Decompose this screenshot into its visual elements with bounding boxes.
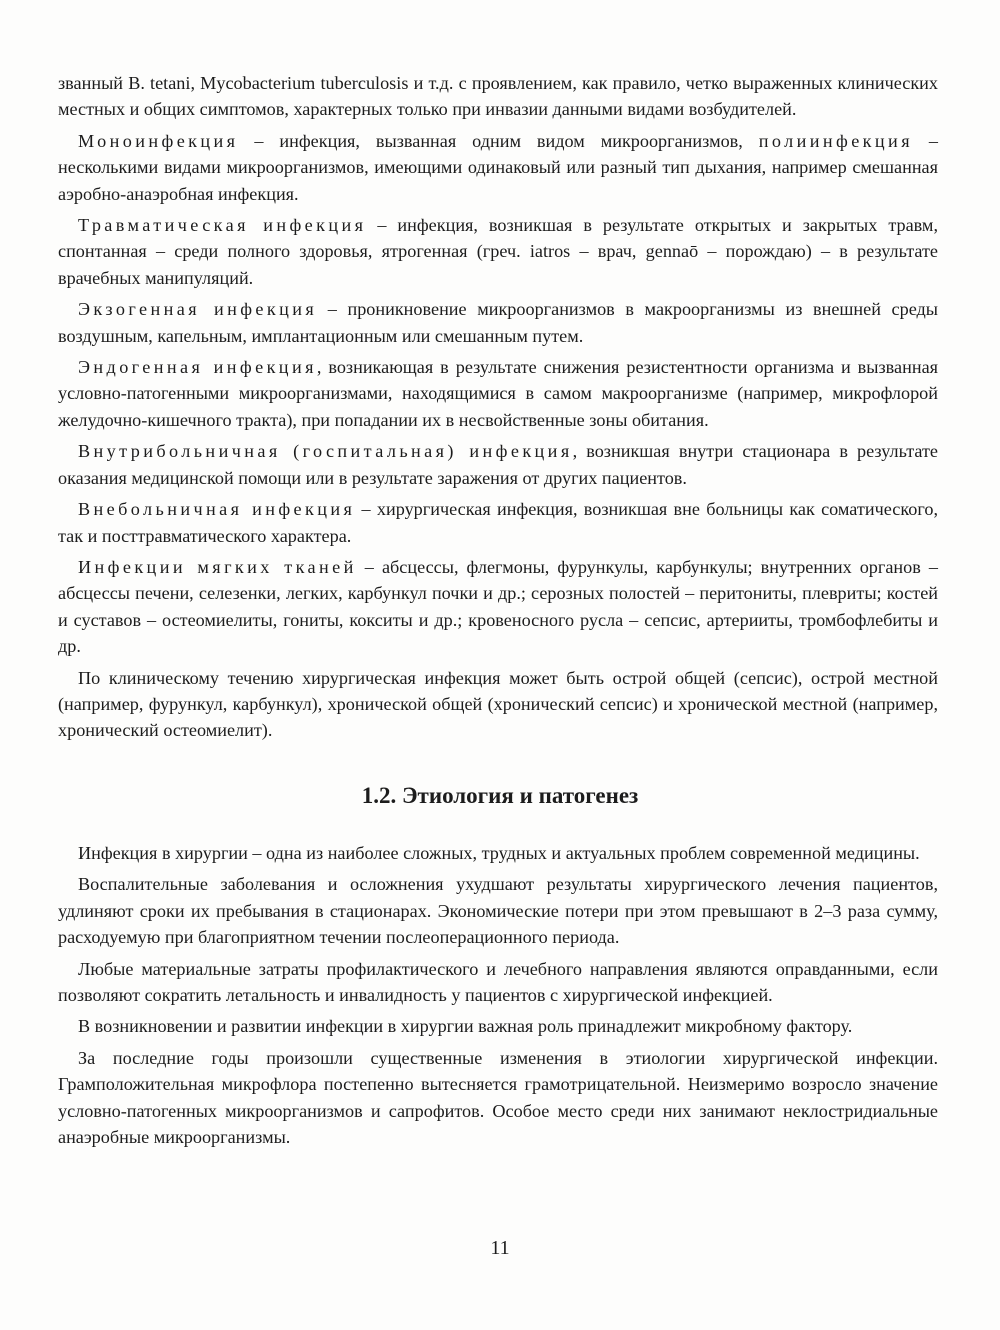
- term-polyinfection: полиинфекция: [758, 130, 913, 151]
- term-traumatic-infection: Травматическая инфекция: [78, 215, 367, 236]
- term-hospital-infection: Внутрибольничная (госпитальная) инфекция: [78, 441, 573, 462]
- paragraph-text: – абсцессы, флегмоны, фурункулы, карбункулы; внутренних органов – абсцессы печени, селезенки, легких, карбункул почки и др.; серозных полостей – перитониты, плевриты; костей и суставов – остеомиелиты, гониты, кокситы и др.; кровеносного русла – сепсис, артерииты, тромбофлебиты и др.: [58, 556, 938, 657]
- term-exogenous-infection: Экзогенная инфекция: [78, 299, 318, 320]
- paragraph: [58, 128, 938, 207]
- page-number: 11: [490, 1237, 510, 1259]
- paragraph: За последние годы произошли существенные изменения в этиологии хирургической инфекции. Грамположительная микрофлора постепенно вытесняется грамотрицательной. Неизмеримо возросло значение условно-патогенных микроорганизмов и сапрофитов. Особое место среди них занимают неклостридиальные анаэробные микроорганизмы.: [58, 1047, 938, 1148]
- paragraph-text: – несколькими видами микроорганизмов, имеющими одинаковый или разный тип дыхания, например смешанная аэробно-анаэробная инфекция.: [58, 130, 938, 204]
- paragraph: [58, 212, 938, 291]
- paragraph-text: – инфекция, вызванная одним видом микроорганизмов,: [238, 130, 759, 151]
- etiology-section: [58, 840, 938, 1155]
- paragraph-text: , возникшая внутри стационара в результате оказания медицинской помощи или в результате заражения от других пациентов.: [58, 441, 938, 488]
- paragraph: [58, 665, 938, 744]
- paragraph-text: – инфекция, возникшая в результате открытых и закрытых травм, спонтанная – среди полного здоровья, ятрогенная (греч. iatros – врач, gennaō – порождаю) – в результате врачебных манипуляций.: [58, 215, 938, 288]
- paragraph: [58, 496, 938, 549]
- paragraph: Любые материальные затраты профилактического и лечебного направления являются оправданными, если позволяют сократить летальность и инвалидность у пациентов с хирургической инфекцией.: [58, 958, 938, 1006]
- paragraph: [58, 554, 938, 660]
- paragraph: [58, 296, 938, 349]
- paragraph-text: По клиническому течению хирургическая инфекция может быть острой общей (сепсис), острой местной (например, фурункул, карбункул), хронической общей (хронический сепсис) и хронической местной (например, хронический остеомиелит).: [58, 667, 938, 741]
- paragraph-text: – хирургическая инфекция, возникшая вне больницы как соматического, так и посттравматического характера.: [58, 499, 938, 546]
- term-soft-tissue-infection: Инфекции мягких тканей: [78, 556, 357, 577]
- paragraph: [58, 70, 938, 123]
- section-heading: 1.2. Этиология и патогенез: [361, 783, 639, 808]
- definitions-section: [58, 70, 938, 749]
- paragraph-text: – проникновение микроорганизмов в макроорганизмы из внешней среды воздушным, капельным, имплантационным или смешанным путем.: [58, 299, 939, 346]
- term-community-infection: Внебольничная инфекция: [78, 499, 356, 520]
- paragraph-text: званный B. tetani, Mycobacterium tuberculosis и т.д. с проявлением, как правило, четко выраженных клинических местных и общих симптомов, характерных только при инвазии данными видами возбудителей.: [58, 73, 938, 120]
- paragraph: Инфекция в хирургии – одна из наиболее сложных, трудных и актуальных проблем современной медицины.: [78, 843, 920, 863]
- paragraph: [58, 354, 938, 433]
- term-monoinfection: Моноинфекция: [78, 130, 239, 151]
- paragraph: Воспалительные заболевания и осложнения ухудшают результаты хирургического лечения пациентов, удлиняют сроки их пребывания в стационарах. Экономические потери при этом превышают в 2–3 раза сумму, расходуемую при благоприятном течении послеоперационного периода.: [58, 874, 938, 948]
- term-endogenous-infection: Эндогенная инфекция: [78, 357, 317, 378]
- paragraph: В возникновении и развитии инфекции в хирургии важная роль принадлежит микробному фактору.: [78, 1016, 853, 1037]
- paragraph-text: , возникающая в результате снижения резистентности организма и вызванная условно-патогенными микроорганизмами, находящимися в самом макроорганизме (например, микрофлорой желудочно-кишечного тракта), при попадании их в несвойственные зоны обитания.: [58, 357, 939, 430]
- paragraph: [58, 438, 938, 491]
